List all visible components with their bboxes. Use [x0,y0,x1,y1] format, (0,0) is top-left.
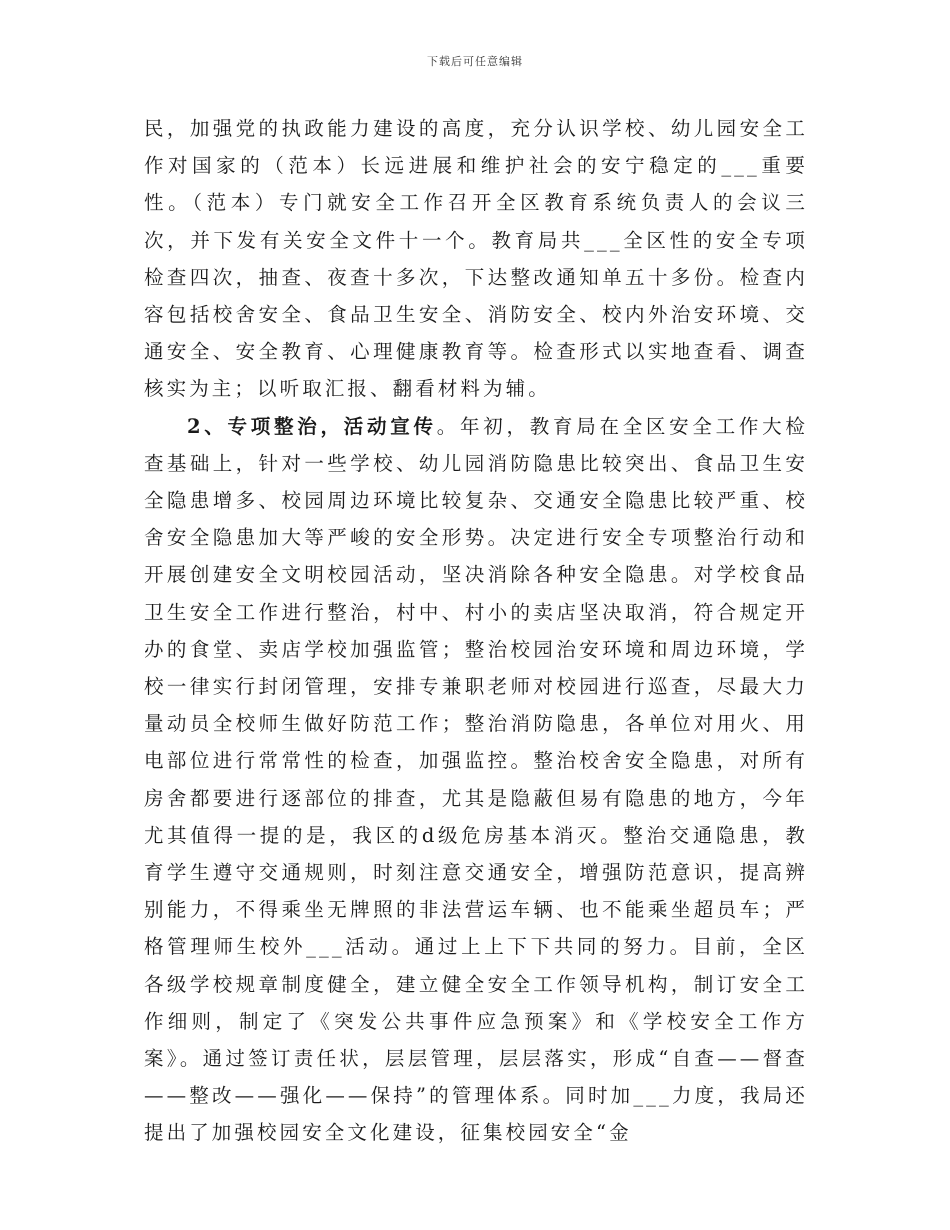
paragraph-1-text: 民，加强党的执政能力建设的高度，充分认识学校、幼儿园安全工作对国家的（范本）长远进展和维护社会的安宁稳定的___重要性。（范本）专门就安全工作召开全区教育系统负责人的会议三次，并下发有关安全文件十一个。教育局共___全区性的安全专项检查四次，抽查、夜查十多次，下达整改通知单五十多份。检查内容包括校舍安全、食品卫生安全、消防安全、校内外治安环境、交通安全、安全教育、心理健康教育等。检查形式以实地查看、调查核实为主；以听取汇报、翻看材料为辅。 [144,117,808,401]
paragraph-2-heading: 2、专项整治，活动宣传 [187,414,437,438]
paragraph-2 [144,408,808,1152]
document-body [144,110,808,1152]
page-header: 下载后可任意编辑 [427,55,523,68]
paragraph-1 [144,110,808,408]
paragraph-2-text: 。年初，教育局在全区安全工作大检查基础上，针对一些学校、幼儿园消防隐患比较突出、食品卫生安全隐患增多、校园周边环境比较复杂、交通安全隐患比较严重、校舍安全隐患加大等严峻的安全形势。决定进行安全专项整治行动和开展创建安全文明校园活动，坚决消除各种安全隐患。对学校食品卫生安全工作进行整治，村中、村小的卖店坚决取消，符合规定开办的食堂、卖店学校加强监管；整治校园治安环境和周边环境，学校一律实行封闭管理，安排专兼职老师对校园进行巡查，尽最大力量动员全校师生做好防范工作；整治消防隐患，各单位对用火、用电部位进行常常性的检查，加强监控。整治校舍安全隐患，对所有房舍都要进行逐部位的排查，尤其是隐蔽但易有隐患的地方，今年尤其值得一提的是，我区的d级危房基本消灭。整治交通隐患，教育学生遵守交通规则，时刻注意交通安全，增强防范意识，提高辨别能力，不得乘坐无牌照的非法营运车辆、也不能乘坐超员车；严格管理师生校外___活动。通过上上下下共同的努力。目前，全区各级学校规章制度健全，建立健全安全工作领导机构，制订安全工作细则，制定了《突发公共事件应急预案》和《学校安全工作方案》。通过签订责任状，层层管理，层层落实，形成“自查——督查——整改——强化——保持”的管理体系。同时加___力度，我局还提出了加强校园安全文化建设，征集校园安全“金 [144,414,808,1145]
